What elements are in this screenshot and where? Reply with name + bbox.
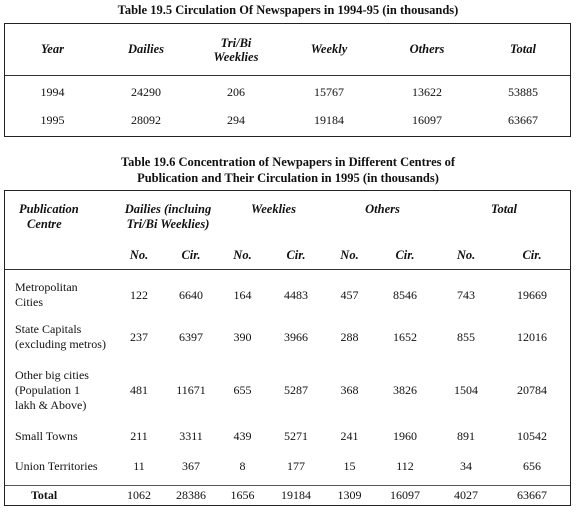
header-dailies-no: No.	[129, 247, 149, 262]
total-no-cell: 891	[457, 428, 475, 443]
header-publication-centre	[5, 191, 116, 243]
dailies-no-cell: 211	[130, 428, 148, 443]
others-cell: 13622	[412, 84, 442, 99]
weeklies-no-cell: 390	[233, 329, 252, 344]
others-cell: 16097	[412, 112, 442, 127]
header-dailies	[116, 191, 220, 243]
table1-caption: Table 19.5 Circulation Of Newspapers in 1994-95 (in thousands)	[117, 3, 459, 17]
tribi-cell: 206	[227, 84, 245, 99]
weekly-cell: 19184	[314, 112, 344, 127]
concentration-table-header	[5, 191, 570, 267]
table2-caption	[0, 154, 576, 186]
centre-line: (Population 1	[15, 382, 80, 397]
total-cir-cell: 20784	[517, 382, 547, 397]
others-no-cell: 288	[340, 329, 359, 344]
circulation-table	[4, 23, 571, 137]
total-cir-cell: 10542	[517, 428, 547, 443]
concentration-table-body	[5, 275, 570, 481]
table-row	[5, 275, 570, 315]
header-weeklies: Weeklies	[251, 202, 296, 216]
concentration-total-row	[5, 485, 570, 505]
dailies-no-cell: 11	[133, 458, 145, 473]
total-cell: 53885	[508, 84, 538, 99]
dailies-no-cell: 481	[130, 382, 148, 397]
table2-caption-line1: Table 19.6 Concentration of Newpapers in Different Centres of	[120, 155, 456, 169]
others-cir-cell: 8546	[393, 287, 417, 302]
weeklies-no-cell: 8	[239, 458, 246, 473]
tribi-cell: 294	[227, 112, 245, 127]
header-total: Total	[491, 202, 517, 216]
header-tribi-line2: Weeklies	[213, 49, 259, 64]
header-total-cir: Cir.	[522, 247, 542, 262]
dailies-cir-cell: 11671	[176, 382, 206, 397]
table-row	[5, 451, 570, 481]
total-cir-cell: 656	[523, 458, 541, 473]
weeklies-no-cell: 1656	[230, 487, 255, 502]
others-no-cell: 15	[343, 458, 356, 473]
table2-caption-line2: Publication and Their Circulation in 1995 (in thousands)	[137, 171, 439, 185]
dailies-cir-cell: 6640	[179, 287, 203, 302]
year-cell: 1995	[40, 112, 65, 127]
centre-line: Metropolitan	[15, 280, 78, 294]
header-weeklies-no: No.	[233, 247, 252, 262]
weeklies-cir-cell: 19184	[281, 487, 311, 502]
header-divider	[5, 75, 570, 76]
table-row	[5, 421, 570, 451]
header-dailies-line1: Dailies (incluing	[124, 202, 212, 216]
header-dailies-cir: Cir.	[181, 247, 201, 262]
header-weekly: Weekly	[310, 42, 348, 56]
total-no-cell: 855	[457, 329, 475, 344]
circulation-table-body	[5, 78, 570, 134]
total-cir-cell: 63667	[517, 487, 547, 502]
dailies-no-cell: 237	[130, 329, 148, 344]
header-total: Total	[510, 42, 536, 56]
centre-cell: Union Territories	[15, 458, 98, 473]
header-dailies-line2: Tri/Bi Weeklies)	[126, 217, 210, 231]
others-cir-cell: 1960	[393, 428, 417, 443]
others-cir-cell: 3826	[393, 382, 417, 397]
header-tribi-line1: Tri/Bi	[220, 35, 252, 50]
weekly-cell: 15767	[314, 84, 344, 99]
others-no-cell: 241	[340, 428, 359, 443]
header-centre-line1: Publication	[19, 202, 79, 216]
weeklies-no-cell: 439	[233, 428, 252, 443]
total-label: Total	[31, 487, 58, 502]
header-dailies: Dailies	[127, 42, 165, 56]
header-year: Year	[41, 42, 64, 56]
dailies-no-cell: 122	[130, 287, 148, 302]
dailies-cir-cell: 367	[182, 458, 200, 473]
header-others: Others	[365, 202, 400, 216]
centre-cell: Small Towns	[15, 428, 78, 443]
dailies-cir-cell: 6397	[179, 329, 203, 344]
total-no-cell: 1504	[454, 382, 478, 397]
centre-line: Cities	[15, 295, 44, 309]
dailies-cir-cell: 28386	[176, 487, 206, 502]
year-cell: 1994	[40, 84, 65, 99]
total-cir-cell: 12016	[517, 329, 547, 344]
centre-cell	[5, 315, 116, 359]
table-row	[5, 78, 570, 106]
table-row	[5, 359, 570, 421]
weeklies-no-cell: 655	[233, 382, 252, 397]
others-no-cell: 1309	[337, 487, 362, 502]
header-centre-line2: Centre	[27, 217, 62, 231]
weeklies-cir-cell: 5287	[284, 382, 308, 397]
others-no-cell: 457	[340, 287, 359, 302]
centre-cell	[5, 275, 116, 315]
dailies-no-cell: 1062	[127, 487, 151, 502]
header-weeklies-cir: Cir.	[286, 247, 306, 262]
concentration-table	[4, 190, 571, 506]
dailies-cell: 24290	[131, 84, 161, 99]
header-total-no: No.	[456, 247, 476, 262]
others-no-cell: 368	[340, 382, 359, 397]
centre-cell	[5, 359, 116, 421]
header-divider	[5, 269, 570, 270]
total-row	[5, 485, 570, 505]
table-row	[5, 315, 570, 359]
total-cir-cell: 19669	[517, 287, 547, 302]
table-row	[5, 106, 570, 134]
header-others: Others	[409, 42, 445, 56]
total-no-cell: 34	[460, 458, 472, 473]
others-cir-cell: 112	[396, 458, 414, 473]
centre-line: (excluding metros)	[15, 337, 106, 351]
centre-line: lakh & Above)	[15, 397, 87, 412]
others-cir-cell: 1652	[393, 329, 417, 344]
circulation-table-header	[5, 24, 570, 75]
weeklies-cir-cell: 3966	[284, 329, 308, 344]
weeklies-no-cell: 164	[233, 287, 252, 302]
weeklies-cir-cell: 4483	[284, 287, 308, 302]
header-others-no: No.	[340, 247, 359, 262]
dailies-cir-cell: 3311	[179, 428, 203, 443]
dailies-cell: 28092	[131, 112, 161, 127]
header-tribi-weeklies	[192, 24, 280, 75]
header-others-cir: Cir.	[395, 247, 415, 262]
total-cell: 63667	[508, 112, 538, 127]
total-no-cell: 743	[457, 287, 475, 302]
total-no-cell: 4027	[454, 487, 478, 502]
weeklies-cir-cell: 177	[287, 458, 305, 473]
centre-line: State Capitals	[15, 322, 82, 336]
centre-line: Other big cities	[15, 367, 89, 382]
weeklies-cir-cell: 5271	[284, 428, 308, 443]
others-cir-cell: 16097	[390, 487, 420, 502]
